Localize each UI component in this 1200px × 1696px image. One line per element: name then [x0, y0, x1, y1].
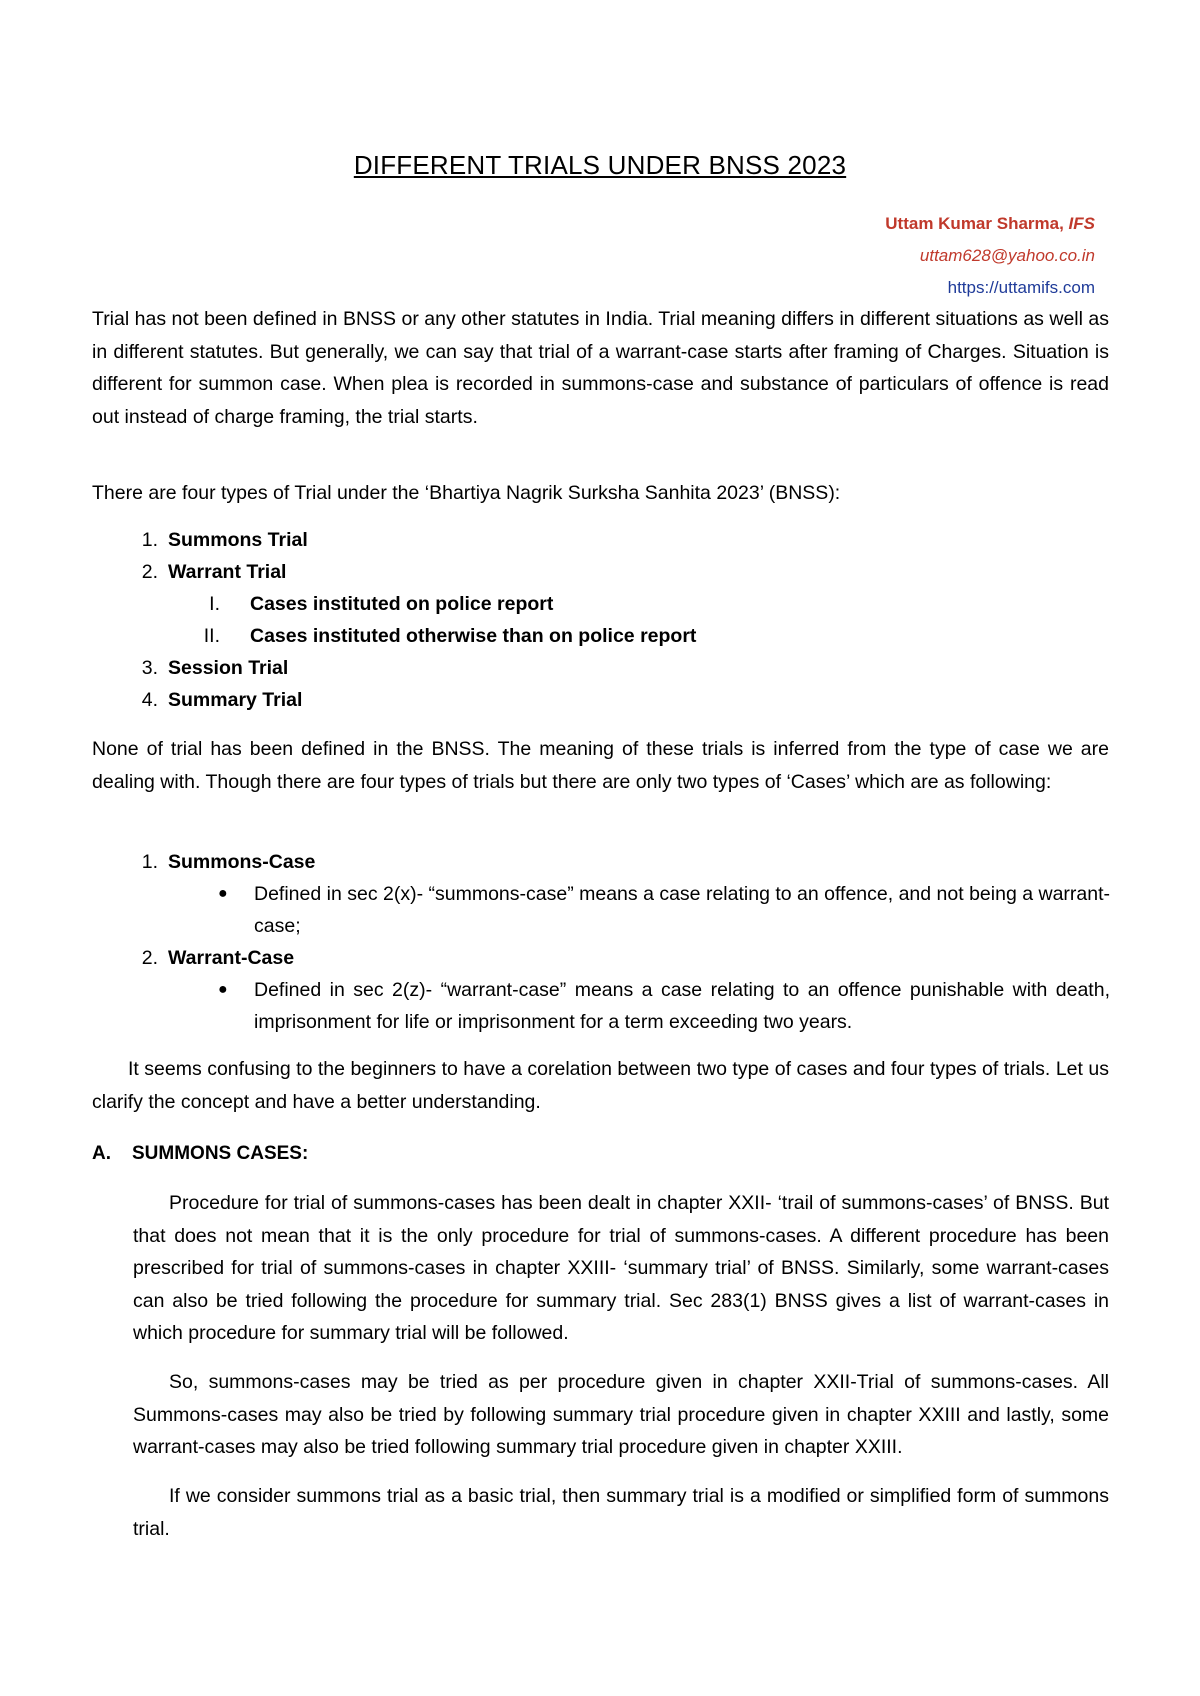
author-url: https://uttamifs.com — [947, 278, 1095, 297]
paragraph-text: If we consider summons trial as a basic trial, then summary trial is a modified or simplified form of summons trial. — [133, 1485, 1109, 1540]
list-label: Summons Trial — [168, 529, 308, 551]
author-name-line — [885, 208, 1095, 240]
confusion-paragraph — [92, 1053, 1109, 1118]
list-number: 1. — [141, 851, 158, 873]
list-number: 4. — [141, 689, 158, 711]
list-label: Summary Trial — [168, 689, 303, 711]
author-block — [885, 208, 1095, 304]
list-number: 2. — [141, 561, 158, 583]
list-number: 2. — [141, 947, 158, 969]
list-item — [218, 878, 1110, 942]
intro-text: Trial has not been defined in BNSS or any other statutes in India. Trial meaning differs in different situations as well as in different statutes. But generally, we can say that trial of a warrant-case starts after framing of Charges. Situation is different for summon case. When plea is recorded in summons-case and substance of particulars of offence is read out instead of charge framing, the trial starts. — [92, 308, 1109, 428]
section-a-paragraph-1 — [133, 1187, 1109, 1350]
cases-list — [130, 846, 1110, 1038]
cases-intro-text: None of trial has been defined in the BNSS. The meaning of these trials is inferred from the type of case we are dealing with. Though there are four types of trials but there are only two types of ‘Cases’ which are as following: — [92, 738, 1109, 793]
list-item — [130, 524, 696, 556]
list-item — [218, 974, 1110, 1038]
list-number: 3. — [141, 657, 158, 679]
list-item — [130, 556, 696, 588]
types-intro-text: There are four types of Trial under the ‘Bhartiya Nagrik Surksha Sanhita 2023’ (BNSS): — [92, 482, 841, 504]
trial-types-list — [130, 524, 696, 716]
list-label: Summons-Case — [168, 851, 316, 873]
bullet-text: Defined in sec 2(z)- “warrant-case” means a case relating to an offence punishable with death, imprisonment for life or imprisonment for a term exceeding two years. — [254, 979, 1110, 1033]
list-label: Warrant Trial — [168, 561, 287, 583]
author-suffix: IFS — [1068, 214, 1095, 233]
types-intro-paragraph — [92, 477, 1109, 510]
section-a-paragraph-3 — [133, 1480, 1109, 1545]
paragraph-text: So, summons-cases may be tried as per procedure given in chapter XXII-Trial of summons-cases. All Summons-cases may also be tried by following summary trial procedure given in chapter XXIII and lastly, some warrant-cases may also be tried following summary trial procedure given in chapter XXIII. — [133, 1371, 1109, 1458]
confusion-text: It seems confusing to the beginners to have a corelation between two type of cases and four types of trials. Let us clarify the concept and have a better understanding. — [92, 1058, 1109, 1113]
list-item — [130, 652, 696, 684]
list-label: Cases instituted on police report — [250, 593, 554, 615]
cases-intro-paragraph — [92, 733, 1109, 798]
section-label: SUMMONS CASES: — [132, 1143, 309, 1164]
list-number: 1. — [141, 529, 158, 551]
list-label: Cases instituted otherwise than on police report — [250, 625, 697, 647]
author-email: uttam628@yahoo.co.in — [919, 246, 1095, 265]
list-item — [130, 684, 696, 716]
intro-paragraph — [92, 303, 1109, 433]
bullet-glyph: ● — [218, 981, 228, 998]
list-number: I. — [209, 593, 220, 615]
list-label: Session Trial — [168, 657, 289, 679]
list-label: Warrant-Case — [168, 947, 295, 969]
list-item — [209, 588, 696, 620]
author-name: Uttam Kumar Sharma, — [885, 214, 1069, 233]
section-a-heading — [92, 1143, 308, 1165]
document-title: DIFFERENT TRIALS UNDER BNSS 2023 — [353, 150, 847, 180]
section-number: A. — [92, 1143, 111, 1164]
section-a-paragraph-2 — [133, 1366, 1109, 1464]
bullet-glyph: ● — [218, 885, 228, 902]
list-item — [203, 620, 697, 652]
list-number: II. — [203, 625, 220, 647]
list-item — [130, 942, 1110, 974]
paragraph-text: Procedure for trial of summons-cases has been dealt in chapter XXII- ‘trail of summons-cases’ of BNSS. But that does not mean that it is the only procedure for trial of summons-cases. A different procedure has been prescribed for trial of summons-cases in chapter XXIII- ‘summary trial’ of BNSS. Similarly, some warrant-cases can also be tried following the procedure for summary trial. Sec 283(1) BNSS gives a list of warrant-cases in which procedure for summary trial will be followed. — [133, 1192, 1109, 1344]
list-item — [130, 846, 1110, 878]
bullet-text: Defined in sec 2(x)- “summons-case” means a case relating to an offence, and not being a warrant-case; — [254, 883, 1110, 937]
